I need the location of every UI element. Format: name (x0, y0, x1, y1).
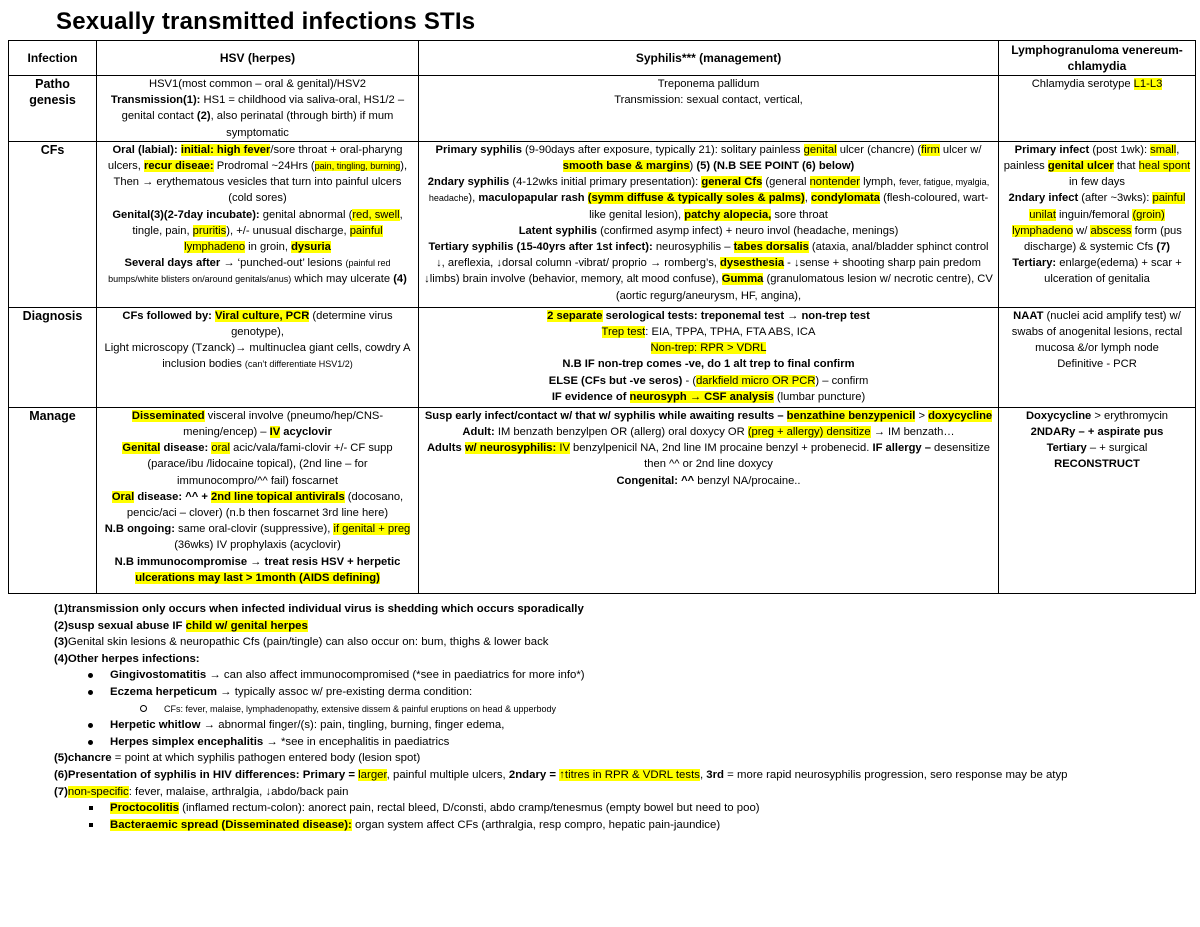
text-run: (4) (393, 273, 407, 286)
highlighted-text: doxycycline (928, 409, 993, 422)
text-run: (9-90days after exposure, typically 21): solitary painless (521, 143, 804, 156)
cell-hsv-manage (97, 407, 419, 593)
text-run: – + aspirate pus (1075, 426, 1164, 439)
highlighted-text: smooth base & margins (562, 160, 690, 173)
footnote (54, 618, 1194, 635)
text-run: Transmission: sexual contact, vertical, (614, 94, 803, 107)
text-run: → abnormal finger/(s): pain, tingling, burning, finger edema, (200, 719, 505, 732)
header-row (9, 41, 1196, 76)
cell-paragraph (101, 207, 414, 256)
cell-paragraph (101, 308, 414, 340)
page-title: Sexually transmitted infections STIs (56, 8, 476, 35)
cell-paragraph (1003, 356, 1191, 372)
cell-paragraph (423, 308, 994, 324)
text-run: Prodromal ~24Hrs ( (213, 160, 315, 173)
text-run: (docosano, pencic/aci – clover) (n.b then foscarnet 3rd line here) (126, 490, 404, 520)
footnote (54, 651, 1194, 668)
highlighted-text: patchy alopecia, (684, 208, 772, 221)
highlighted-text: dysuria (291, 241, 331, 254)
footnote (54, 784, 1194, 801)
text-run: (ataxia, anal/bladder sphinct control ↓, areflexia, ↓dorsal column -vibrat/ proprio → romberg’s, (436, 241, 989, 270)
cell-lgv-manage (999, 407, 1196, 593)
text-run: (can’t differentiate HSV1/2) (244, 359, 353, 370)
highlighted-text: non-specific (67, 785, 129, 798)
cell-paragraph (1003, 456, 1191, 472)
highlighted-text: ↑titres in RPR & VDRL tests (559, 768, 700, 781)
text-run: lymph, (859, 176, 900, 189)
text-run: Tertiary: (1012, 257, 1057, 270)
footnote-bullet (54, 667, 1194, 684)
cell-paragraph (423, 424, 994, 440)
text-run: (36wks) IV prophylaxis (acyclovir) (174, 539, 341, 552)
cell-paragraph (1003, 308, 1191, 357)
highlighted-text: dysesthesia (720, 257, 785, 270)
text-run: → *see in encephalitis in paediatrics (263, 735, 450, 748)
cell-syphilis-cfs (419, 141, 999, 307)
text-run: Latent syphilis (518, 224, 598, 237)
text-run: (nuclei acid amplify test) w/ swabs of anogenital lesions, rectal mucosa &/or lymph node (1011, 309, 1183, 355)
cell-paragraph (101, 142, 414, 207)
text-run: form (pus discharge) & systemic Cfs (1023, 224, 1182, 254)
text-run: N.B IF non-trep comes -ve, do 1 alt trep to final confirm (562, 358, 855, 371)
row-pathogenesis (9, 76, 1196, 142)
highlighted-text: if genital + preg (333, 523, 411, 536)
highlighted-text: painful lymphadeno (184, 224, 383, 254)
text-run: Eczema herpeticum (110, 685, 217, 698)
text-run: , (804, 192, 811, 205)
footnote-bullet (54, 684, 1194, 701)
highlighted-text: oral (211, 442, 230, 455)
highlighted-text: (groin) lymphadeno (1012, 208, 1165, 237)
text-run: (4-12wks initial primary presentation): (509, 176, 702, 189)
text-run: > (915, 409, 929, 422)
footnote (54, 750, 1194, 767)
cell-paragraph (1003, 408, 1191, 424)
highlighted-text: benzathine benzypenicil (786, 409, 916, 422)
text-run: neurosyphilis – (652, 241, 734, 254)
text-run: N.B ongoing: (104, 523, 175, 536)
highlighted-text: (preg + allergy) densitize (747, 426, 871, 439)
text-run: that (1113, 160, 1139, 173)
cell-hsv-pathogenesis (97, 76, 419, 142)
row-label: Manage (9, 407, 97, 593)
text-run: 2ndary infect (1008, 192, 1079, 205)
sti-table (8, 40, 1196, 594)
cell-paragraph (1003, 76, 1191, 92)
text-run: ), Then → erythematous vesicles that turn into painful ulcers (cold sores) (113, 160, 408, 205)
highlighted-text: Disseminated (131, 409, 205, 422)
text-run: same oral-clovir (suppressive), (174, 523, 334, 536)
text-run: visceral involve (pneumo/hep/CNS-mening/encep) – (183, 409, 384, 439)
text-run: , also perinatal (through birth) if mum symptomatic (210, 110, 394, 139)
text-run: inguin/femoral (1055, 208, 1133, 221)
text-run: disease: (160, 442, 212, 455)
text-run: (after ~3wks): (1078, 192, 1153, 205)
text-run: ulcer w/ (939, 143, 982, 156)
text-run: Primary syphilis (435, 143, 522, 156)
text-run: 2ndary syphilis (427, 176, 510, 189)
text-run: (post 1wk): (1089, 143, 1151, 156)
highlighted-text: nontender (809, 176, 860, 189)
text-run: (granulomatous lesion w/ necrotic centre), CV (aortic regurg/aneurysm, HF, angina), (615, 273, 993, 302)
text-run: organ system affect CFs (arthralgia, resp compro, hepatic pain-jaundice) (351, 818, 721, 831)
text-run: Adults (426, 442, 465, 455)
text-run: HSV1(most common – oral & genital)/HSV2 (149, 78, 366, 90)
cell-paragraph (101, 255, 414, 287)
text-run: Genital(3)(2-7day incubate): (112, 208, 260, 221)
text-run: acic/vala/fami-clovir +/- CF supp (parace/ibu /lidocaine topical), (2nd line – for immunocompro/^^ fail) foscarnet (147, 442, 393, 487)
text-run: (confirmed asymp infect) + neuro invol (headache, menings) (597, 224, 899, 237)
footnote-sub-bullet (54, 701, 1194, 718)
text-run: Treponema pallidum (657, 78, 760, 90)
header-lgv: Lymphogranuloma venereum-chlamydia (999, 41, 1196, 76)
text-run: which may ulcerate (291, 273, 394, 286)
footnotes (54, 601, 1194, 833)
row-diagnosis (9, 307, 1196, 407)
highlighted-text: pruritis (192, 224, 227, 237)
cell-paragraph (423, 408, 994, 424)
text-run: – + surgical (1086, 442, 1148, 455)
text-run: ), (468, 192, 479, 205)
cell-lgv-pathogenesis (999, 76, 1196, 142)
text-run: RECONSTRUCT (1054, 458, 1140, 471)
row-label: Patho genesis (9, 76, 97, 142)
highlighted-text: genital ulcer (1047, 160, 1114, 173)
text-run: , painful multiple ulcers, (386, 768, 509, 781)
highlighted-text: red, swell (352, 208, 400, 221)
text-run: Genital skin lesions & neuropathic Cfs (pain/tingle) can also occur on: bum, thighs & lower back (67, 636, 549, 649)
cell-paragraph (423, 142, 994, 174)
highlighted-text: recur diseae: (143, 160, 214, 173)
text-run: Congenital: ^^ (616, 474, 695, 487)
highlighted-text: pain, tingling, burning (314, 161, 401, 172)
cell-paragraph (101, 521, 414, 553)
cell-paragraph (1003, 255, 1191, 287)
footnote-bullet (54, 817, 1194, 834)
text-run: Doxycycline (1025, 409, 1092, 422)
highlighted-text: Gumma (721, 273, 764, 286)
highlighted-text: ulcerations may last > 1month (AIDS defining) (135, 571, 380, 584)
cell-hsv-cfs (97, 141, 419, 307)
text-run: Susp early infect/contact w/ that w/ syphilis while awaiting results – (424, 409, 787, 422)
cell-paragraph (1003, 142, 1191, 191)
highlighted-text: 2 separate (547, 309, 603, 322)
cell-paragraph (423, 373, 994, 389)
row-label: Diagnosis (9, 307, 97, 407)
cell-paragraph (423, 239, 994, 304)
text-run: Tertiary (1046, 442, 1087, 455)
text-run: desensitize then ^^ or 2nd line doxycy (644, 442, 991, 471)
cell-paragraph (101, 76, 414, 92)
cell-paragraph (423, 324, 994, 340)
cell-paragraph (423, 389, 994, 405)
cell-paragraph (423, 76, 994, 92)
text-run: IF evidence of (551, 390, 630, 403)
highlighted-text: Viral culture, PCR (215, 309, 310, 322)
text-run: (2) (196, 110, 211, 123)
highlighted-text: Trep test (601, 326, 646, 339)
footnote (54, 767, 1194, 784)
text-run: maculopapular rash (478, 192, 588, 205)
text-run: Oral (labial): (112, 143, 181, 156)
text-run: IM benzath benzylpen OR (allerg) oral doxycy OR (494, 426, 748, 439)
text-run: (7) (54, 785, 68, 798)
text-run: HS1 = childhood via saliva-oral, HS1/2 – genital contact (121, 94, 405, 123)
cell-paragraph (101, 340, 414, 372)
text-run: (1)transmission only occurs when infected individual virus is shedding which occurs sporadically (54, 603, 584, 615)
text-run: /sore throat + oral-pharyng ulcers, (107, 143, 403, 173)
cell-paragraph (101, 440, 414, 489)
header-syphilis: Syphilis*** (management) (419, 41, 999, 76)
text-run: ), +/- unusual discharge, (226, 224, 350, 237)
text-run: (2)susp sexual abuse IF (54, 619, 186, 632)
text-run: N.B immunocompromise → treat resis HSV + herpetic (114, 555, 401, 568)
highlighted-text: abscess (1090, 224, 1132, 237)
header-hsv: HSV (herpes) (97, 41, 419, 76)
highlighted-text: neurosyph → CSF analysis (629, 390, 774, 403)
text-run: : fever, malaise, arthralgia, ↓abdo/back pain (128, 785, 349, 798)
highlighted-text: Oral (111, 490, 135, 503)
highlighted-text: w/ neurosyphilis: (464, 442, 557, 455)
text-run: - ↓sense + shooting sharp pain predom ↓limbs) brain involve (behavior, memory, alt mood confuse), (424, 257, 981, 286)
cell-syphilis-diagnosis (419, 307, 999, 407)
text-run: Chlamydia serotype (1031, 78, 1134, 90)
row-manage (9, 407, 1196, 593)
highlighted-text: L1-L3 (1133, 78, 1163, 90)
text-run: Primary infect (1014, 143, 1090, 156)
cell-syphilis-manage (419, 407, 999, 593)
cell-paragraph (101, 92, 414, 141)
text-run: acyclovir (280, 426, 332, 439)
text-run: benzyl NA/procaine.. (694, 474, 801, 487)
text-run: (6)Presentation of syphilis in HIV differences: Primary = (54, 768, 359, 781)
highlighted-text: Genital (122, 442, 161, 455)
text-run: fever, fatigue, myalgia, headache (428, 177, 990, 204)
text-run: 2NDARy (1030, 426, 1076, 439)
cell-paragraph (101, 554, 414, 586)
text-run: Herpes simplex encephalitis (110, 735, 264, 748)
text-run: CFs: fever, malaise, lymphadenopathy, extensive dissem & painful eruptions on head & upperbody (164, 703, 557, 714)
text-run: enlarge(edema) + scar + ulceration of genitalia (1044, 257, 1182, 286)
text-run: Light microscopy (Tzanck)→ multinuclea giant cells, cowdry A inclusion bodies (104, 342, 411, 371)
text-run: (5)chancre (54, 752, 112, 765)
highlighted-text: 2nd line topical antivirals (211, 490, 345, 503)
text-run: , painless (1003, 143, 1180, 173)
text-run: Several days after (124, 257, 221, 270)
text-run: IF allergy – (872, 442, 931, 455)
highlighted-text: genital (803, 143, 837, 156)
text-run: benzylpenicil NA, 2nd line IM procaine benzyl + probenecid. (569, 442, 873, 455)
highlighted-text: firm (921, 143, 940, 156)
text-run: ulcer (chancre) ( (836, 143, 922, 156)
cell-lgv-cfs (999, 141, 1196, 307)
text-run: w/ (1073, 224, 1091, 237)
text-run: → IM benzath… (870, 426, 955, 439)
text-run: ) (689, 160, 697, 173)
text-run: (lumbar puncture) (773, 390, 866, 403)
text-run: → ‘punched-out’ lesions (220, 257, 346, 270)
highlighted-text: Proctocolitis (110, 802, 179, 815)
cell-paragraph (423, 356, 994, 372)
text-run: - ( (682, 374, 697, 387)
text-run: → typically assoc w/ pre-existing derma condition: (217, 685, 473, 698)
text-run: (painful red bumps/white blisters on/around genitals/anus) (108, 258, 391, 285)
highlighted-text: child w/ genital herpes (185, 619, 308, 632)
text-run: 3rd (706, 768, 725, 781)
highlighted-text: painful unilat (1029, 192, 1186, 221)
text-run: (flesh-coloured, wart-like genital lesion), (589, 192, 989, 221)
text-run: in groin, (245, 241, 292, 254)
text-run: ELSE (CFs but -ve seros) (548, 374, 683, 387)
cell-paragraph (423, 340, 994, 356)
cell-paragraph (1003, 440, 1191, 456)
highlighted-text: initial: high fever (180, 143, 271, 156)
footnote-bullet (54, 800, 1194, 817)
cell-syphilis-pathogenesis (419, 76, 999, 142)
cell-paragraph (423, 92, 994, 108)
text-run: disease: ^^ + (134, 490, 212, 503)
text-run: (3) (54, 636, 68, 649)
text-run: sore throat (771, 208, 828, 221)
cell-paragraph (423, 223, 994, 239)
text-run: Transmission(1): (110, 94, 201, 107)
text-run: , (699, 768, 707, 781)
highlighted-text: IV (556, 442, 570, 455)
text-run: in few days (1069, 176, 1125, 189)
text-run: : EIA, TPPA, TPHA, FTA ABS, ICA (645, 326, 816, 339)
highlighted-text: (symm diffuse & typically soles & palms) (587, 192, 805, 205)
highlighted-text: tabes dorsalis (733, 241, 809, 254)
header-infection: Infection (9, 41, 97, 76)
text-run: ) – confirm (815, 374, 869, 387)
text-run: = point at which syphilis pathogen entered body (lesion spot) (111, 752, 421, 765)
text-run: (inflamed rectum-colon): anorect pain, rectal bleed, D/consti, abdo cramp/tenesmus (empty bowel but need to poo) (179, 802, 760, 815)
text-run: CFs followed by: (122, 309, 215, 322)
cell-paragraph (1003, 190, 1191, 255)
text-run: → can also affect immunocompromised (*see in paediatrics for more info*) (206, 669, 585, 682)
text-run: serological tests: treponemal test → non-trep test (602, 309, 870, 322)
highlighted-text: heal spont (1138, 160, 1191, 173)
text-run: , tingle, pain, (132, 208, 403, 237)
highlighted-text: general Cfs (701, 176, 763, 189)
highlighted-text: IV (269, 426, 281, 439)
row-cfs (9, 141, 1196, 307)
highlighted-text: small (1150, 143, 1177, 156)
text-run: Tertiary syphilis (15-40yrs after 1st infect): (428, 241, 653, 254)
text-run: Gingivostomatitis (110, 669, 207, 682)
highlighted-text: condylomata (810, 192, 880, 205)
text-run: Adult: (462, 426, 495, 439)
cell-hsv-diagnosis (97, 307, 419, 407)
cell-paragraph (101, 408, 414, 440)
text-run: = more rapid neurosyphilis progression, sero response may be atyp (724, 768, 1068, 781)
text-run: (5) (N.B SEE POINT (6) below) (696, 160, 855, 173)
text-run: 2ndary = (508, 768, 560, 781)
footnote (54, 601, 1194, 618)
text-run: NAAT (1013, 309, 1044, 322)
cell-paragraph (101, 489, 414, 521)
text-run: genital abnormal ( (259, 208, 353, 221)
text-run: (7) (1156, 241, 1171, 254)
row-label: CFs (9, 141, 97, 307)
highlighted-text: Bacteraemic spread (Disseminated disease): (110, 818, 352, 831)
footnote (54, 634, 1194, 651)
footnote-bullet (54, 717, 1194, 734)
text-run: Herpetic whitlow (110, 719, 201, 732)
text-run: > erythromycin (1091, 409, 1169, 422)
text-run: (general (762, 176, 810, 189)
text-run: (4)Other herpes infections: (54, 652, 200, 665)
cell-paragraph (423, 174, 994, 223)
highlighted-text: larger (358, 768, 387, 781)
cell-lgv-diagnosis (999, 307, 1196, 407)
cell-paragraph (423, 473, 994, 489)
highlighted-text: darkfield micro OR PCR (696, 374, 816, 387)
cell-paragraph (1003, 424, 1191, 440)
cell-paragraph (423, 440, 994, 472)
text-run: Definitive - PCR (1057, 358, 1137, 371)
highlighted-text: Non-trep: RPR > VDRL (650, 342, 767, 355)
footnote-bullet (54, 734, 1194, 751)
text-run: (determine virus genotype), (231, 309, 393, 339)
